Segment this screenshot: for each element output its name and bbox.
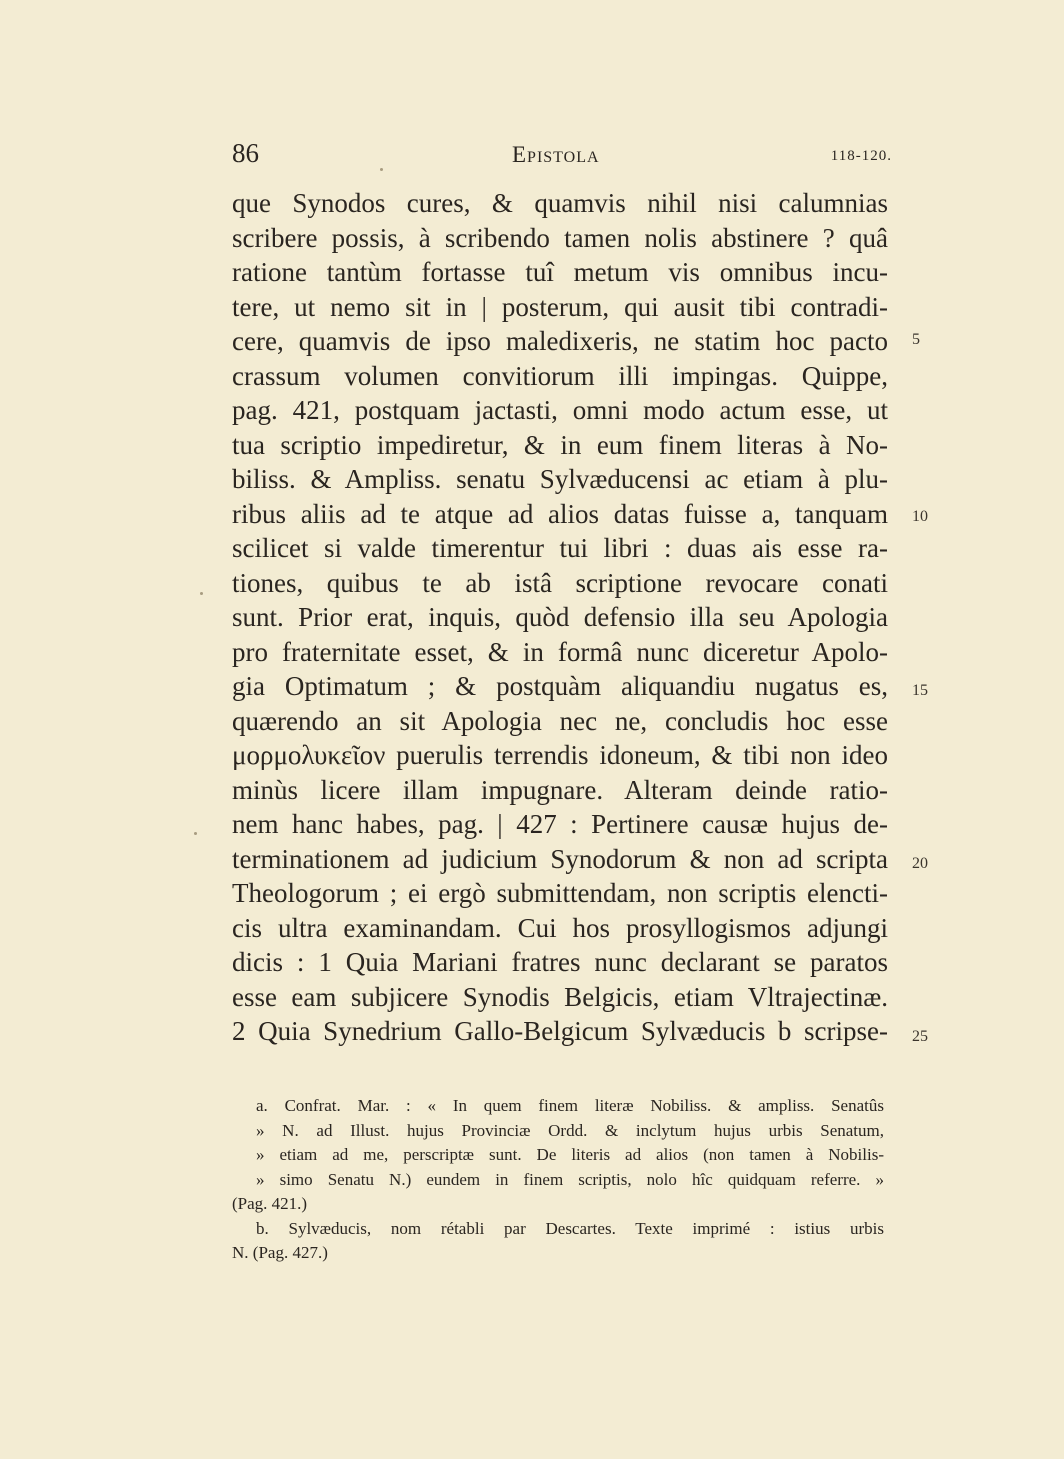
text-line: pro fraternitate esset, & in formâ nunc diceretur Apolo- (232, 636, 888, 667)
text-line: tere, ut nemo sit in | posterum, qui ausit tibi contradi- (232, 291, 888, 322)
text-line: ribus aliis ad te atque ad alios datas fuisse a, tanquam (232, 498, 888, 529)
line-number: 5 (912, 331, 920, 348)
footnote-line: » simo Senatu N.) eundem in finem scriptis, nolo hîc quidquam referre. » (256, 1169, 884, 1189)
text-line: sunt. Prior erat, inquis, quòd defensio illa seu Apologia (232, 602, 888, 632)
text-line: nem hanc habes, pag. | 427 : Pertinere causæ hujus de- (232, 809, 888, 839)
footnote-line: b. Sylvæducis, nom rétabli par Descartes. Texte imprimé : istius urbis (256, 1218, 884, 1238)
footnote-line: a. Confrat. Mar. : « In quem finem literæ Nobiliss. & ampliss. Senatûs (256, 1096, 884, 1115)
footnote-line: » etiam ad me, perscriptæ sunt. De literis ad alios (non tamen à Nobilis- (256, 1145, 884, 1164)
text-line: terminationem ad judicium Synodorum & non ad scripta (232, 843, 888, 874)
running-header (232, 138, 892, 178)
text-line: gia Optimatum ; & postquàm aliquandiu nugatus es, (232, 671, 888, 701)
text-line: quærendo an sit Apologia nec ne, concludis hoc esse (232, 705, 888, 736)
text-line: ratione tantùm fortasse tuî metum vis omnibus incu- (232, 257, 888, 287)
line-number: 20 (912, 855, 928, 872)
text-line: minùs licere illam impugnare. Alteram deinde ratio- (232, 774, 888, 805)
text-line: tua scriptio impediretur, & in eum finem literas à No- (232, 429, 888, 460)
text-line: 2 Quia Synedrium Gallo-Belgicum Sylvæducis b scripse- (232, 1016, 888, 1046)
paper-speck (200, 592, 203, 595)
line-number: 25 (912, 1028, 928, 1045)
text-line: Theologorum ; ei ergò submittendam, non scriptis elencti- (232, 878, 888, 908)
text-line: scribere possis, à scribendo tamen nolis abstinere ? quâ (232, 222, 888, 253)
footnote-line: » N. ad Illust. hujus Provinciæ Ordd. & inclytum hujus urbis Senatum, (256, 1120, 884, 1140)
footnote-line: (Pag. 421.) (232, 1194, 308, 1213)
text-line: esse eam subjicere Synodis Belgicis, etiam Vltrajectinæ. (232, 981, 888, 1012)
line-number: 15 (912, 682, 928, 699)
paper-speck (194, 832, 197, 835)
text-line: tiones, quibus te ab istâ scriptione revocare conati (232, 567, 888, 598)
main-text (232, 186, 888, 1049)
line-number: 10 (912, 508, 928, 525)
text-line: biliss. & Ampliss. senatu Sylvæducensi ac etiam à plu- (232, 464, 888, 494)
text-line: crassum volumen convitiorum illi impingas. Quippe, (232, 360, 888, 391)
text-line: pag. 421, postquam jactasti, omni modo actum esse, ut (232, 395, 888, 425)
footnote-line: N. (Pag. 427.) (232, 1243, 328, 1262)
paper-speck (380, 168, 383, 171)
text-line: μορμολυκεῖον puerulis terrendis idoneum, & tibi non ideo (232, 740, 888, 770)
running-title: Epistola (512, 142, 600, 167)
letter-range: 118-120. (830, 148, 892, 164)
page-number: 86 (232, 138, 259, 168)
text-line: cis ultra examinandam. Cui hos prosyllogismos adjungi (232, 912, 888, 943)
text-line: dicis : 1 Quia Mariani fratres nunc declarant se paratos (232, 947, 888, 977)
text-line: cere, quamvis de ipso maledixeris, ne statim hoc pacto (232, 326, 888, 356)
text-line: que Synodos cures, & quamvis nihil nisi calumnias (232, 188, 888, 218)
text-line: scilicet si valde timerentur tui libri : duas ais esse ra- (232, 533, 888, 563)
footnotes (232, 1094, 884, 1266)
